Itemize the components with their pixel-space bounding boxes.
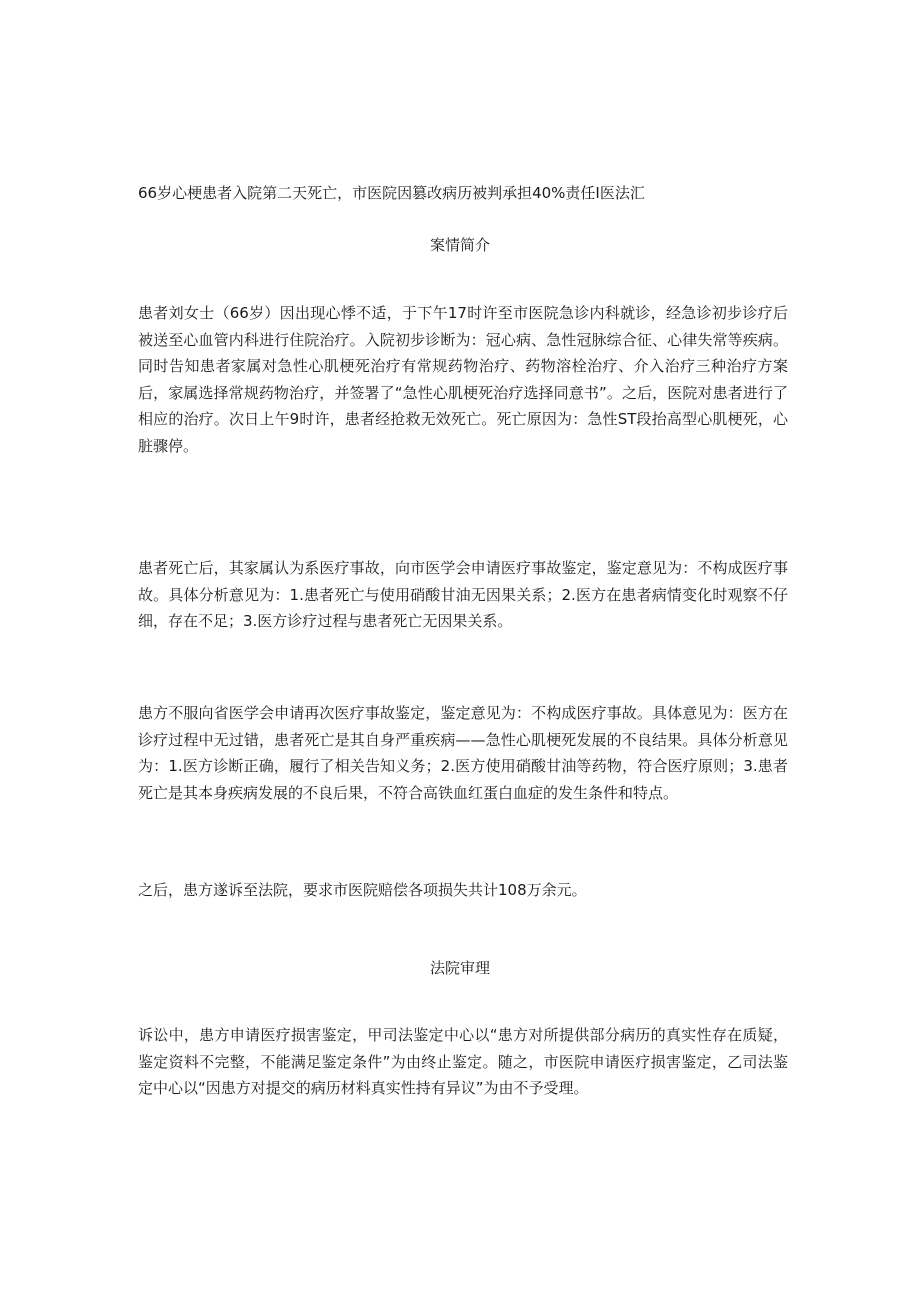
paragraph-litigation: 诉讼中，患方申请医疗损害鉴定，甲司法鉴定中心以“患方对所提供部分病历的真实性存在质疑，鉴定资料不完整，不能满足鉴定条件”为由终止鉴定。随之，市医院申请医疗损害鉴定，乙司法鉴定中心以“因患方对提交的病历材料真实性持有异议”为由不予受理。 (138, 1026, 788, 1097)
section-heading-court-trial: 法院审理 (429, 959, 490, 977)
paragraph-first-appraisal: 患者死亡后，其家属认为系医疗事故，向市医学会申请医疗事故鉴定，鉴定意见为：不构成医疗事故。具体分析意见为：1.患者死亡与使用硝酸甘油无因果关系；2.医方在患者病情变化时观察不仔细，存在不足；3.医方诊疗过程与患者死亡无因果关系。 (138, 559, 788, 630)
section-heading-case-summary: 案情简介 (429, 236, 490, 254)
document-title: 66岁心梗患者入院第二天死亡，市医院因篡改病历被判承担40%责任I医法汇 (138, 184, 645, 202)
paragraph-lawsuit: 之后，患方遂诉至法院，要求市医院赔偿各项损失共计108万余元。 (138, 881, 587, 899)
paragraph-second-appraisal: 患方不服向省医学会申请再次医疗事故鉴定，鉴定意见为：不构成医疗事故。具体意见为：医方在诊疗过程中无过错，患者死亡是其自身严重疾病——急性心肌梗死发展的不良结果。具体分析意见为：1.医方诊断正确，履行了相关告知义务；2.医方使用硝酸甘油等药物，符合医疗原则；3.患者死亡是其本身疾病发展的不良后果，不符合高铁血红蛋白血症的发生条件和特点。 (138, 704, 788, 802)
paragraph-case-intro: 患者刘女士（66岁）因出现心悸不适，于下午17时许至市医院急诊内科就诊，经急诊初步诊疗后被送至心血管内科进行住院治疗。入院初步诊断为：冠心病、急性冠脉综合征、心律失常等疾病。同时告知患者家属对急性心肌梗死治疗有常规药物治疗、药物溶栓治疗、介入治疗三种治疗方案后，家属选择常规药物治疗，并签署了“急性心肌梗死治疗选择同意书”。之后，医院对患者进行了相应的治疗。次日上午9时许，患者经抢救无效死亡。死亡原因为：急性ST段抬高型心肌梗死，心脏骤停。 (138, 304, 788, 455)
